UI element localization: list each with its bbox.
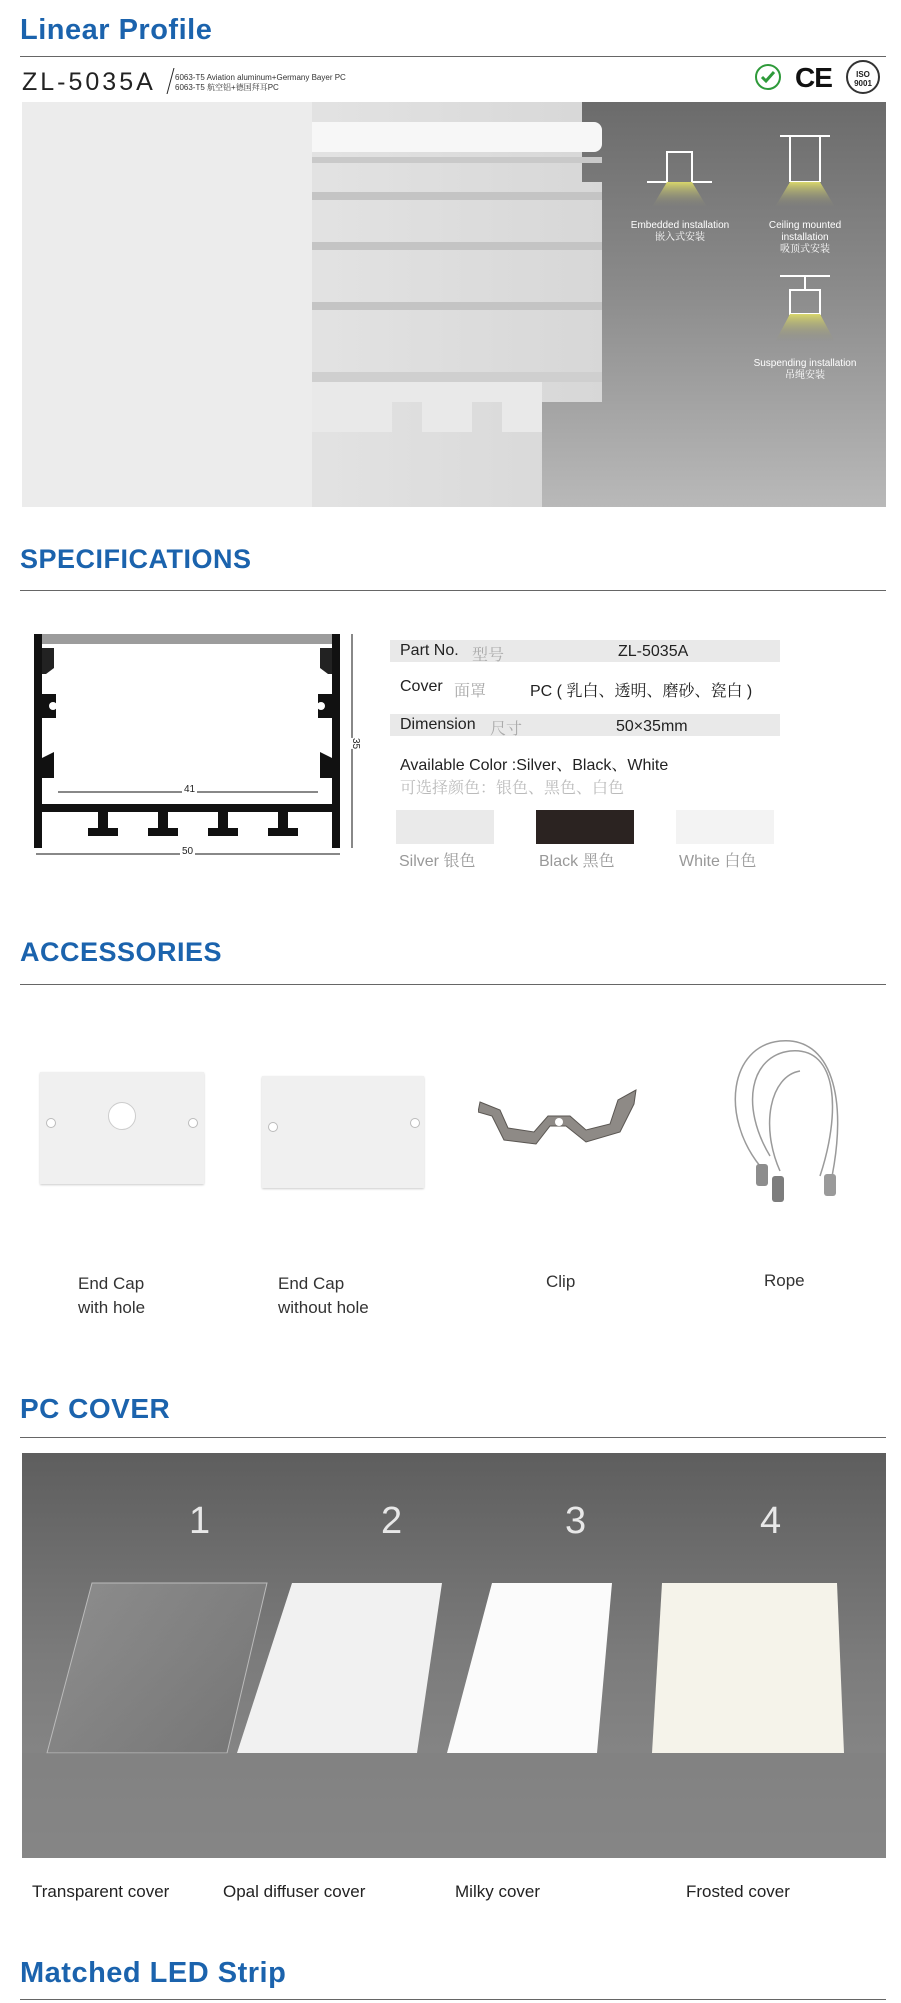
ce-mark: CE <box>795 62 832 93</box>
installation-embedded <box>625 220 735 244</box>
available-color-cn: 可选择颜色：银色、黑色、白色 <box>400 780 625 797</box>
pc-cover-title: PC COVER <box>20 1393 171 1424</box>
pc-cover-transparent-label: Transparent cover <box>32 1882 170 1901</box>
accessory-3-line1: Rope <box>764 1271 805 1290</box>
rope-image <box>720 1036 860 1216</box>
swatch-white-label: White 白色 <box>679 853 757 870</box>
page-title: Linear Profile <box>20 14 213 46</box>
iso-badge <box>846 60 880 94</box>
swatch-black-label: Black 黑色 <box>539 853 615 870</box>
cover-label: Cover <box>400 678 443 695</box>
model-number: ZL-5035A <box>22 68 156 96</box>
cross-section-drawing <box>28 628 368 858</box>
material-cn: 6063-T5 航空铝+德国拜耳PC <box>175 83 279 92</box>
pc-cover-milky-label: Milky cover <box>455 1882 541 1901</box>
accessory-2-line1: Clip <box>546 1272 576 1291</box>
matched-led-strip-rule <box>20 1999 886 2000</box>
cover-cn: 面罩 <box>454 683 487 700</box>
installation-suspending-en: Suspending installation <box>753 358 857 369</box>
accessory-clip <box>546 1270 575 1294</box>
available-color-label: Available Color :Silver、Black、White <box>400 757 669 774</box>
clip-image <box>478 1080 638 1150</box>
installation-embedded-cn: 嵌入式安装 <box>655 232 705 243</box>
spec-row-part-no <box>390 640 780 662</box>
accessory-0-line1: End Cap <box>78 1274 145 1293</box>
cover-value: PC ( 乳白、透明、磨砂、瓷白 ) <box>530 683 753 700</box>
spec-row-cover <box>390 676 780 698</box>
iso-line2: 9001 <box>854 79 872 88</box>
title-rule <box>20 56 886 57</box>
end-cap-without-hole-image <box>262 1076 424 1188</box>
dimension-label: Dimension <box>400 716 476 733</box>
swatch-silver <box>396 810 494 844</box>
hero-product-photo <box>22 102 886 507</box>
pc-cover-frosted-label: Frosted cover <box>686 1882 790 1901</box>
pc-cover-number-2: 2 <box>381 1500 403 1542</box>
part-no-cn: 型号 <box>472 647 505 664</box>
dim-height-label: 35 <box>350 737 362 750</box>
swatch-silver-label: Silver 银色 <box>399 853 476 870</box>
accessory-rope <box>764 1269 805 1293</box>
part-no-label: Part No. <box>400 642 459 659</box>
pc-cover-number-3: 3 <box>565 1500 587 1542</box>
material-text <box>175 73 346 93</box>
pc-cover-number-1: 1 <box>189 1500 211 1542</box>
matched-led-strip-title: Matched LED Strip <box>20 1957 287 1989</box>
pc-cover-number-4: 4 <box>760 1500 782 1542</box>
dimension-value: 50×35mm <box>616 718 688 735</box>
accessories-title: ACCESSORIES <box>20 937 223 967</box>
accessory-1-line2: without hole <box>278 1298 369 1317</box>
iso-line1: ISO <box>856 70 870 79</box>
accessory-0-line2: with hole <box>78 1298 146 1317</box>
dimension-cn: 尺寸 <box>490 721 523 738</box>
dim-inner-label: 41 <box>184 784 196 795</box>
model-divider <box>167 68 175 94</box>
swatch-black <box>536 810 634 844</box>
profile-render <box>22 102 886 507</box>
part-no-value: ZL-5035A <box>618 643 689 660</box>
spec-row-dimension <box>390 714 780 736</box>
accessory-1-line1: End Cap <box>278 1274 345 1293</box>
installation-embedded-en: Embedded installation <box>630 220 730 231</box>
installation-ceiling <box>750 220 860 256</box>
accessories-rule <box>20 984 886 985</box>
installation-suspending <box>750 358 860 382</box>
installation-suspending-cn: 吊绳安装 <box>785 370 825 381</box>
accessory-end-cap-with-hole <box>78 1272 145 1320</box>
end-cap-with-hole-image <box>40 1072 204 1184</box>
specifications-rule <box>20 590 886 591</box>
pc-cover-rule <box>20 1437 886 1438</box>
accessory-end-cap-without-hole <box>278 1272 369 1320</box>
pc-cover-opal-label: Opal diffuser cover <box>223 1882 366 1901</box>
installation-ceiling-en: Ceiling mounted installation <box>768 220 842 243</box>
rohs-icon <box>755 64 781 90</box>
dim-width-label: 50 <box>182 846 194 857</box>
specifications-title: SPECIFICATIONS <box>20 544 252 574</box>
material-en: 6063-T5 Aviation aluminum+Germany Bayer PC <box>175 73 346 82</box>
installation-ceiling-cn: 吸顶式安装 <box>780 244 830 255</box>
pc-cover-photo <box>22 1453 886 1858</box>
swatch-white <box>676 810 774 844</box>
